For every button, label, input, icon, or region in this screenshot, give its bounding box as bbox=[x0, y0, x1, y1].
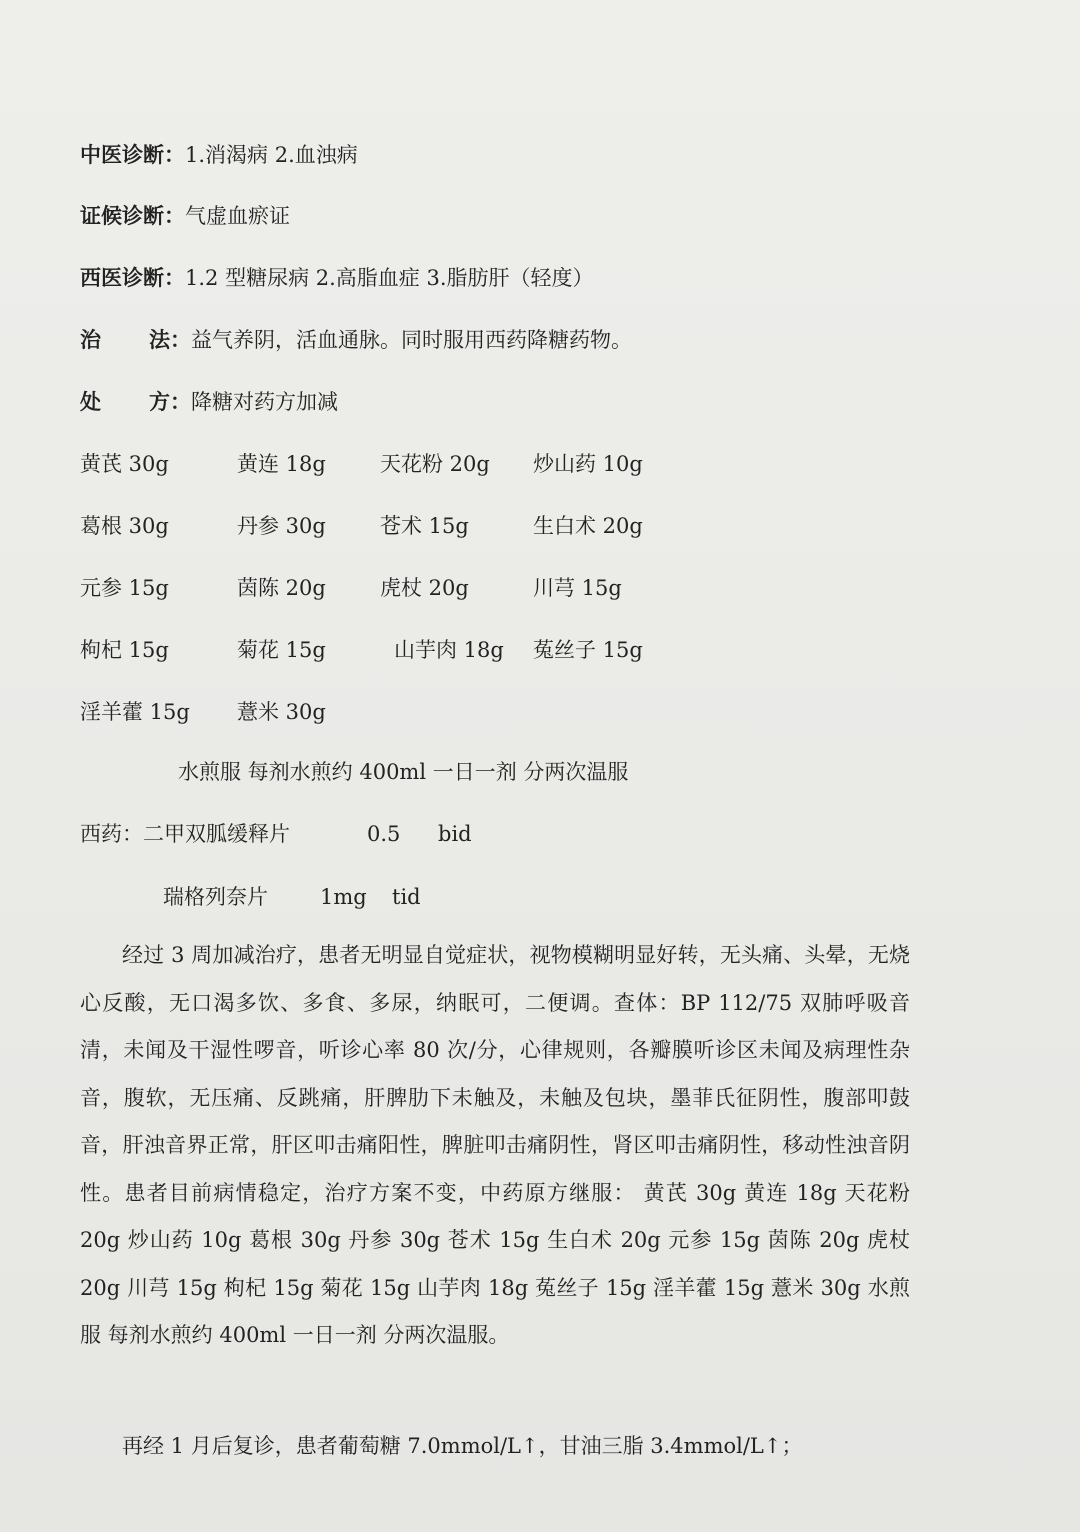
second-follow-up-paragraph: 再经 1 月后复诊，患者葡萄糖 7.0mmol/L↑，甘油三脂 3.4mmol/L↑； bbox=[122, 1434, 803, 1458]
herb-item: 丹参 30g bbox=[237, 514, 326, 538]
prescription-label-b: 方： bbox=[149, 389, 191, 414]
herb-item: 炒山药 10g bbox=[533, 452, 643, 476]
herb-item: 黄芪 30g bbox=[80, 452, 169, 476]
herb-item: 淫羊藿 15g bbox=[80, 700, 190, 724]
herb-item: 虎杖 20g bbox=[380, 576, 469, 600]
western-diagnosis-line bbox=[80, 263, 594, 293]
herb-item: 生白术 20g bbox=[533, 514, 643, 538]
prescription-value: 降糖对药方加减 bbox=[191, 390, 338, 414]
western-med-2-dose: 1mg bbox=[320, 885, 367, 909]
herb-item: 茵陈 20g bbox=[237, 576, 326, 600]
decoction-instruction: 水煎服 每剂水煎约 400ml 一日一剂 分两次温服 bbox=[178, 760, 629, 784]
herb-item: 枸杞 15g bbox=[80, 638, 169, 662]
herb-item: 黄连 18g bbox=[237, 452, 326, 476]
treatment-label-a: 治 bbox=[80, 327, 101, 352]
treatment-line bbox=[80, 325, 632, 355]
western-med-label: 西药： bbox=[80, 822, 143, 846]
treatment-label-b: 法： bbox=[149, 327, 191, 352]
syndrome-diagnosis-label: 证候诊断： bbox=[80, 203, 185, 228]
herb-item: 元参 15g bbox=[80, 576, 169, 600]
tcm-diagnosis-line bbox=[80, 140, 358, 170]
syndrome-diagnosis-value: 气虚血瘀证 bbox=[185, 204, 290, 228]
tcm-diagnosis-label: 中医诊断： bbox=[80, 142, 185, 167]
herb-item: 苍术 15g bbox=[380, 514, 469, 538]
follow-up-paragraph: 经过 3 周加减治疗，患者无明显自觉症状，视物模糊明显好转，无头痛、头晕，无烧心反酸，无口渴多饮、多食、多尿，纳眠可，二便调。查体：BP 112/75 双肺呼吸音清，未闻及干湿性啰音，听诊心率 80 次/分，心律规则，各瓣膜听诊区未闻及病理性杂音，腹软，无压痛、反跳痛，肝脾肋下未触及，未触及包块，墨菲氏征阴性，腹部叩鼓音，肝浊音界正常，肝区叩击痛阳性，脾脏叩击痛阴性，肾区叩击痛阴性，移动性浊音阴性。患者目前病情稳定，治疗方案不变，中药原方继服： 黄芪 30g 黄连 18g 天花粉 20g 炒山药 10g 葛根 30g 丹参 30g 苍术 15g 生白术 20g 元参 15g 茵陈 20g 虎杖 20g 川芎 15g 枸杞 15g 菊花 15g 山芋肉 18g 菟丝子 15g 淫羊藿 15g 薏米 30g 水煎服 每剂水煎约 400ml 一日一剂 分两次温服。 bbox=[80, 943, 910, 1347]
western-med-1-dose: 0.5 bbox=[367, 822, 401, 846]
prescription-line bbox=[80, 387, 338, 417]
herb-item: 葛根 30g bbox=[80, 514, 169, 538]
herb-item: 薏米 30g bbox=[237, 700, 326, 724]
western-med-2-name: 瑞格列奈片 bbox=[163, 885, 268, 909]
western-med-1-frequency: bid bbox=[438, 822, 472, 846]
western-med-line-1 bbox=[80, 819, 290, 849]
herb-item: 菟丝子 15g bbox=[533, 638, 643, 662]
herb-item: 山芋肉 18g bbox=[394, 638, 504, 662]
herb-item: 天花粉 20g bbox=[380, 452, 490, 476]
treatment-value: 益气养阴，活血通脉。同时服用西药降糖药物。 bbox=[191, 328, 632, 352]
herb-item: 菊花 15g bbox=[237, 638, 326, 662]
syndrome-diagnosis-line bbox=[80, 201, 290, 231]
tcm-diagnosis-value: 1.消渴病 2.血浊病 bbox=[185, 143, 358, 167]
western-med-1-name: 二甲双胍缓释片 bbox=[143, 822, 290, 846]
herb-item: 川芎 15g bbox=[533, 576, 622, 600]
western-med-2-frequency: tid bbox=[392, 885, 421, 909]
western-diagnosis-label: 西医诊断： bbox=[80, 265, 185, 290]
prescription-label-a: 处 bbox=[80, 389, 101, 414]
western-diagnosis-value: 1.2 型糖尿病 2.高脂血症 3.脂肪肝（轻度） bbox=[185, 266, 594, 290]
